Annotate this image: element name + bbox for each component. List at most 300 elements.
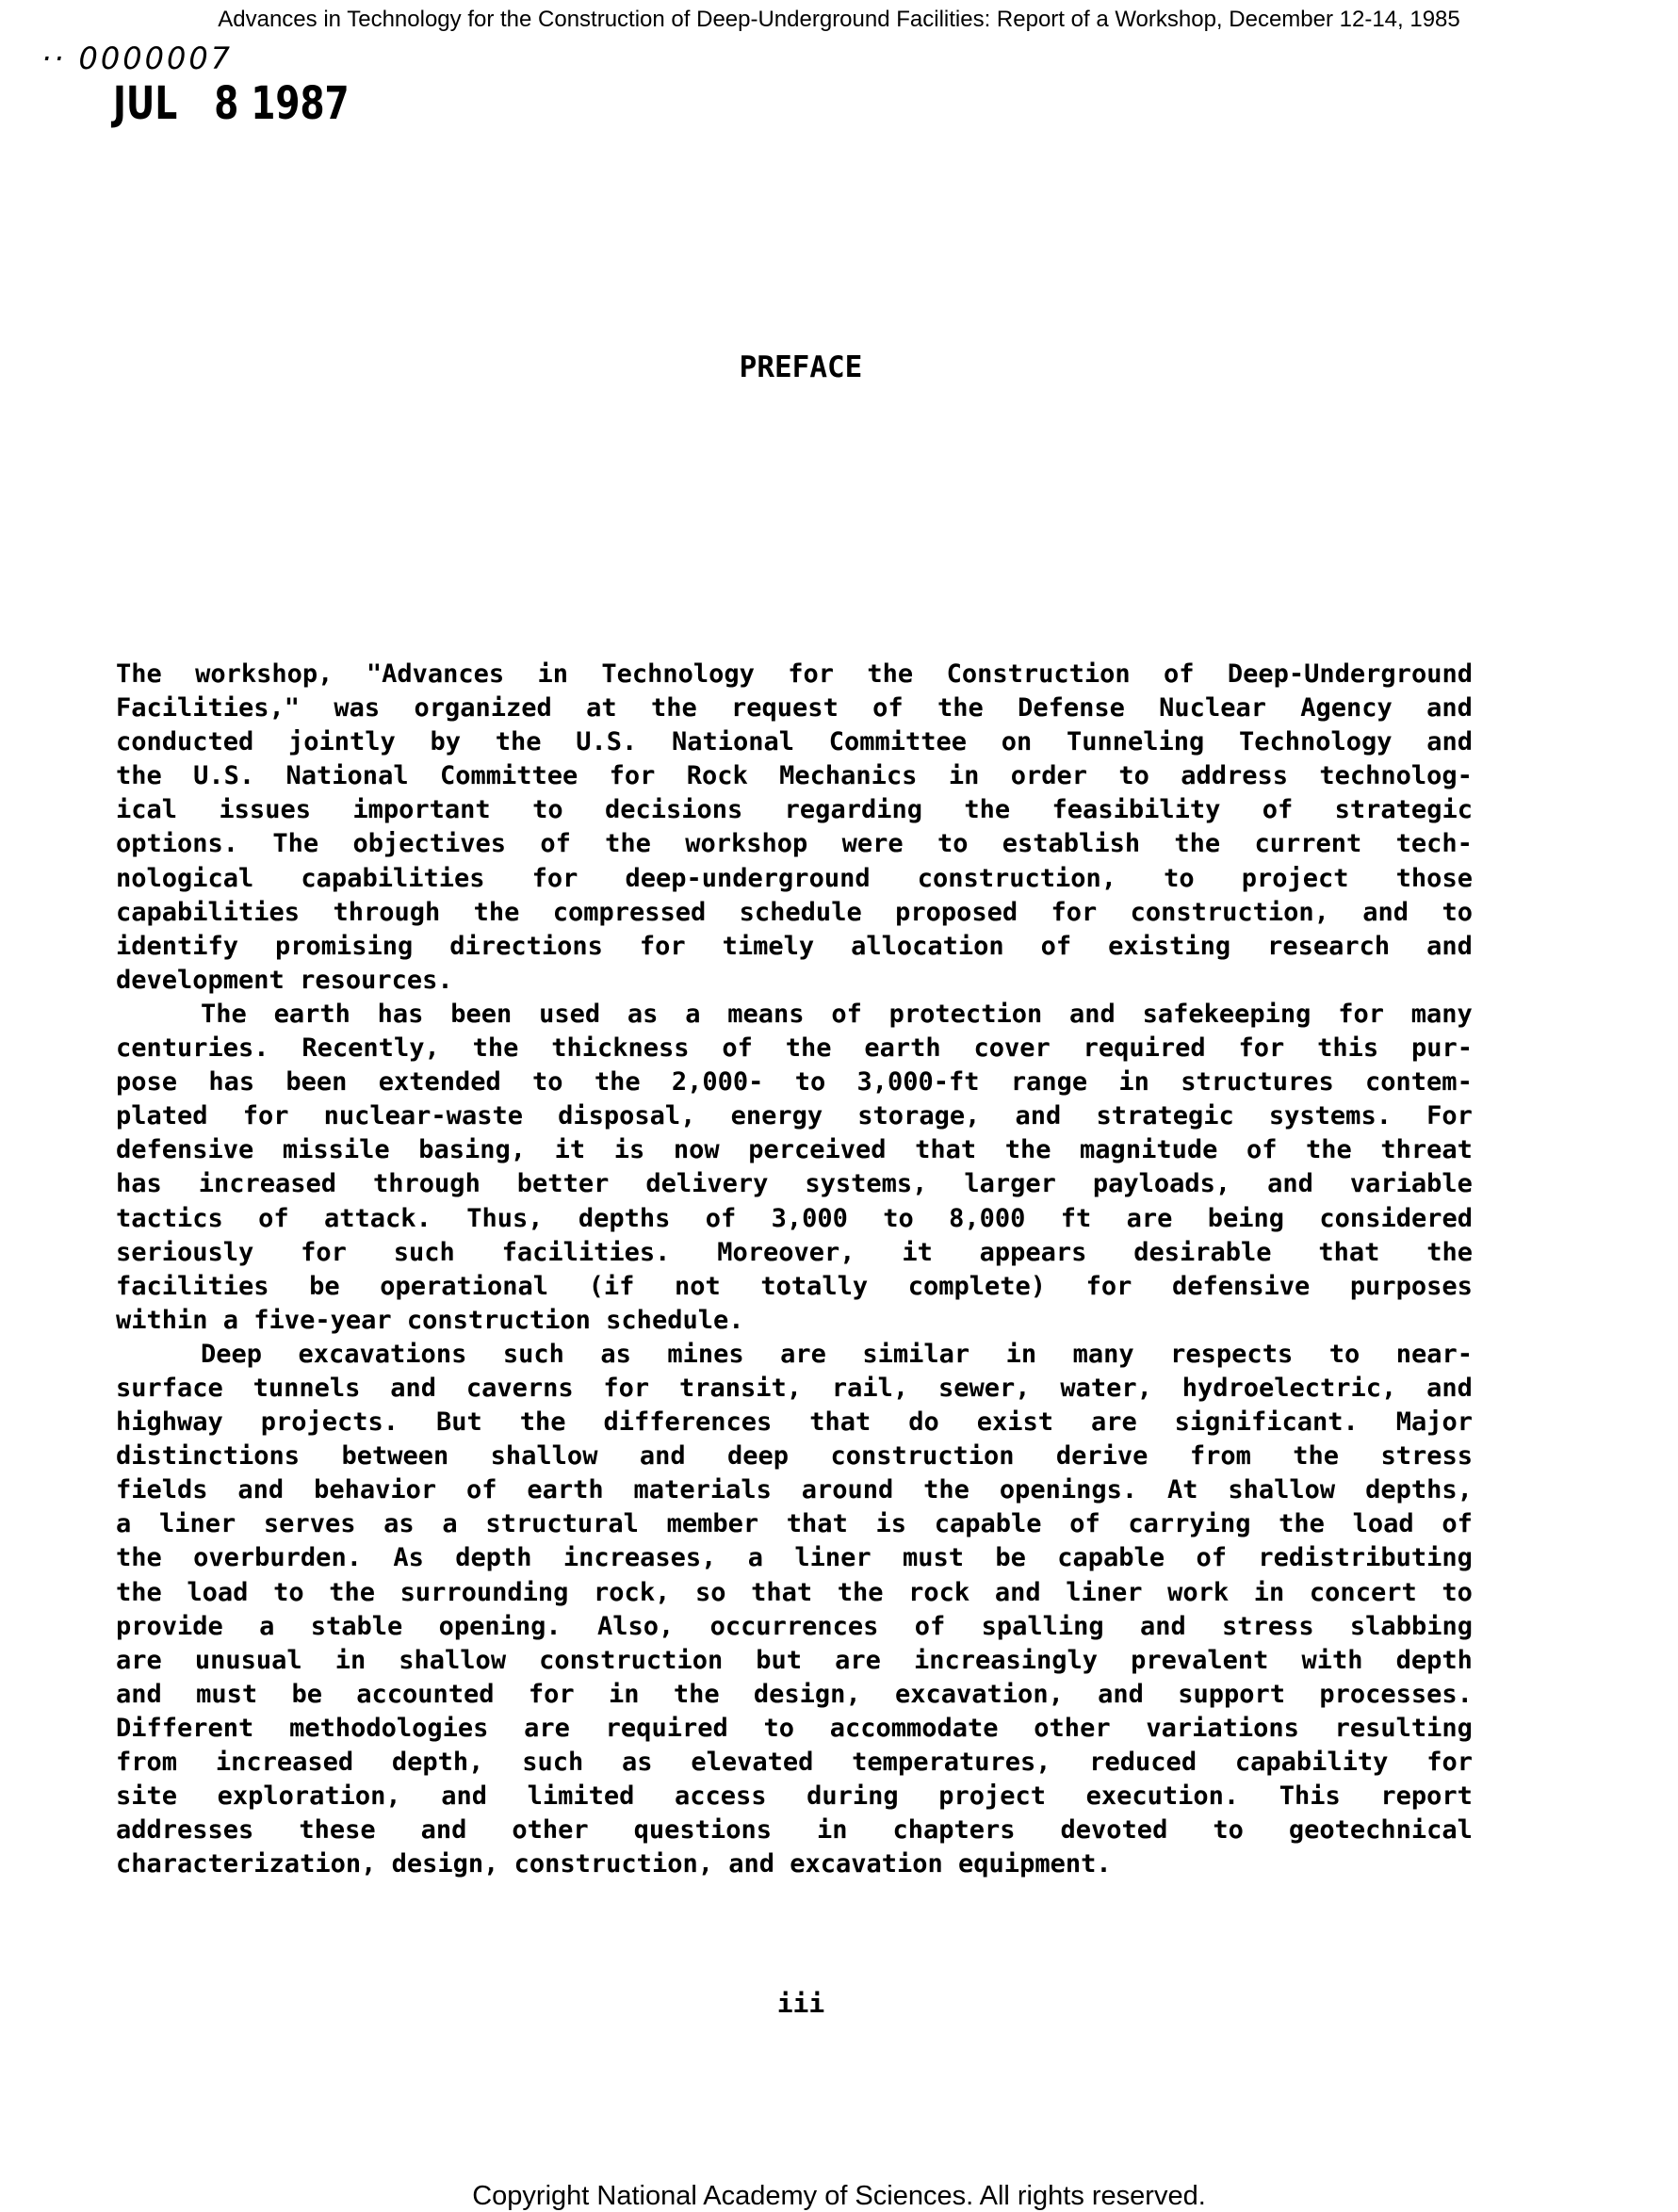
word: compressed xyxy=(552,897,707,927)
word: in xyxy=(948,761,980,791)
word: of xyxy=(1442,1509,1473,1539)
word: in xyxy=(1118,1067,1149,1098)
word: allocation xyxy=(851,931,1004,961)
word: depths, xyxy=(1365,1475,1473,1505)
word: must xyxy=(903,1543,965,1573)
word: the xyxy=(519,1407,566,1438)
word: are xyxy=(1090,1407,1137,1438)
word: systems, xyxy=(805,1169,928,1199)
word: current xyxy=(1254,829,1362,859)
word: strategic xyxy=(1334,795,1473,825)
word: The xyxy=(272,829,319,859)
word: the xyxy=(473,897,520,927)
word: in xyxy=(537,659,568,689)
word: openings. xyxy=(999,1475,1138,1505)
text-line xyxy=(116,658,1473,691)
word: of xyxy=(540,829,571,859)
word: Committee xyxy=(439,761,578,791)
word: order xyxy=(1010,761,1087,791)
word: to xyxy=(1118,761,1149,791)
word: the xyxy=(1306,1135,1352,1165)
word: deep-underground xyxy=(625,863,871,893)
word: for xyxy=(1426,1748,1473,1777)
word: for xyxy=(1085,1271,1132,1301)
word: is xyxy=(613,1135,645,1165)
word: shallow xyxy=(490,1441,598,1472)
word: that xyxy=(915,1135,977,1165)
word: stress xyxy=(1380,1441,1473,1472)
word: and xyxy=(1426,931,1473,961)
word: the xyxy=(937,693,984,724)
word: required xyxy=(1083,1033,1206,1064)
word: earth xyxy=(273,999,350,1029)
word: exploration, xyxy=(217,1781,401,1812)
word: options. xyxy=(116,829,239,859)
copyright-footer: Copyright National Academy of Sciences. All rights reserved. xyxy=(472,2181,1206,2211)
body-text xyxy=(116,658,1473,1881)
word: complete) xyxy=(907,1271,1047,1301)
word: Major xyxy=(1395,1407,1473,1438)
word: identify xyxy=(116,931,239,961)
word: project xyxy=(938,1781,1047,1812)
word: serves xyxy=(263,1509,356,1539)
word: of xyxy=(831,999,862,1029)
word: construction, xyxy=(917,863,1117,893)
word: been xyxy=(450,999,513,1029)
word: to xyxy=(532,795,563,825)
word: decisions xyxy=(604,795,743,825)
word: and xyxy=(390,1373,436,1403)
word: the xyxy=(923,1475,969,1505)
word: capability xyxy=(1234,1748,1389,1777)
word: the xyxy=(1279,1509,1325,1539)
word: disposal, xyxy=(558,1101,696,1131)
word: capable xyxy=(1057,1543,1165,1573)
word: the xyxy=(1004,1135,1051,1165)
text-line xyxy=(116,1133,1473,1167)
word: stable xyxy=(310,1611,403,1641)
word: in xyxy=(816,1815,848,1846)
word: Technology xyxy=(1238,727,1393,757)
word: around xyxy=(801,1475,894,1505)
word: depths xyxy=(578,1203,671,1233)
word: for xyxy=(609,761,656,791)
word: are xyxy=(524,1713,570,1743)
word: 2,000- xyxy=(671,1067,764,1098)
word: considered xyxy=(1319,1203,1473,1233)
word: Different xyxy=(116,1713,254,1743)
word: and xyxy=(441,1781,488,1812)
word: from xyxy=(116,1748,178,1777)
word: to xyxy=(794,1067,826,1098)
word: of xyxy=(1040,931,1072,961)
word: Defense xyxy=(1018,693,1125,724)
word: technolog- xyxy=(1319,761,1473,791)
word: Facilities," xyxy=(116,693,301,724)
word: and xyxy=(1015,1101,1062,1131)
word: seriously xyxy=(116,1237,254,1267)
text-line xyxy=(116,1473,1473,1507)
word: such xyxy=(502,1339,564,1369)
word: design, xyxy=(753,1679,861,1709)
word: rock xyxy=(908,1577,970,1607)
word: it xyxy=(554,1135,586,1165)
word: in xyxy=(334,1645,367,1675)
word: Technology xyxy=(601,659,755,689)
word: caverns xyxy=(465,1373,574,1403)
word: to xyxy=(1442,897,1473,927)
word: protection xyxy=(888,999,1043,1029)
word: load xyxy=(187,1577,249,1607)
word: delivery xyxy=(645,1169,769,1199)
word: Deep xyxy=(201,1339,263,1369)
word: issues xyxy=(219,795,311,825)
word: the xyxy=(867,659,914,689)
text-line xyxy=(116,1541,1473,1575)
word: materials xyxy=(633,1475,772,1505)
word: organized xyxy=(414,693,552,724)
text-line xyxy=(116,1099,1473,1133)
word: and xyxy=(1069,999,1116,1029)
word: existing xyxy=(1108,931,1231,961)
text-line xyxy=(116,1406,1473,1439)
word: significant. xyxy=(1174,1407,1359,1438)
word: as xyxy=(627,999,659,1029)
word: facilities xyxy=(116,1271,269,1301)
word: of xyxy=(914,1611,946,1641)
word: and xyxy=(1426,693,1473,724)
word: used xyxy=(539,999,601,1029)
text-line xyxy=(116,998,1473,1032)
word: with xyxy=(1301,1645,1363,1675)
word: are xyxy=(116,1645,162,1675)
word: pose xyxy=(116,1067,178,1098)
word: depth xyxy=(455,1543,532,1573)
word: has xyxy=(116,1169,162,1199)
word: the xyxy=(964,795,1011,825)
word: surface xyxy=(116,1373,223,1403)
word: surrounding xyxy=(399,1577,569,1607)
word: Agency xyxy=(1300,693,1393,724)
word: report xyxy=(1380,1781,1473,1812)
word: systems. xyxy=(1268,1101,1392,1131)
word: to xyxy=(1213,1815,1244,1846)
word: pur- xyxy=(1410,1033,1473,1064)
word: address xyxy=(1181,761,1288,791)
word: payloads, xyxy=(1092,1169,1231,1199)
word: now xyxy=(673,1135,720,1165)
word: ical xyxy=(116,795,178,825)
word: purposes xyxy=(1349,1271,1473,1301)
word: 8,000 xyxy=(949,1203,1026,1233)
word: and xyxy=(1426,1373,1473,1403)
word: and xyxy=(420,1815,467,1846)
word: many xyxy=(1072,1339,1134,1369)
word: exist xyxy=(976,1407,1053,1438)
word: thickness xyxy=(551,1033,690,1064)
word: structures xyxy=(1181,1067,1334,1098)
text-line xyxy=(116,1507,1473,1541)
word: unusual xyxy=(194,1645,302,1675)
text-line xyxy=(116,1065,1473,1099)
word: be xyxy=(291,1679,322,1709)
word: for xyxy=(301,1237,347,1267)
text-line: within a five-year construction schedule. xyxy=(116,1305,744,1335)
word: a xyxy=(685,999,701,1029)
word: overburden. xyxy=(193,1543,362,1573)
word: centuries. xyxy=(116,1033,269,1064)
word: the xyxy=(650,693,697,724)
word: National xyxy=(671,727,794,757)
word: National xyxy=(285,761,409,791)
word: Construction xyxy=(946,659,1131,689)
word: many xyxy=(1410,999,1473,1029)
word: must xyxy=(196,1679,258,1709)
word: the xyxy=(785,1033,832,1064)
word: ft xyxy=(1060,1203,1092,1233)
word: of xyxy=(1262,795,1294,825)
word: research xyxy=(1267,931,1391,961)
word: the xyxy=(495,727,542,757)
word: geotechnical xyxy=(1288,1815,1473,1846)
word: for xyxy=(1238,1033,1285,1064)
word: earth xyxy=(527,1475,604,1505)
text-line xyxy=(116,1236,1473,1270)
word: for xyxy=(242,1101,289,1131)
word: that xyxy=(809,1407,872,1438)
word: and xyxy=(1267,1169,1313,1199)
word: accommodate xyxy=(829,1713,999,1743)
word: mines xyxy=(667,1339,744,1369)
word: timely xyxy=(722,931,815,961)
word: magnitude xyxy=(1080,1135,1218,1165)
text-line xyxy=(116,793,1473,827)
word: those xyxy=(1395,863,1473,893)
word: As xyxy=(393,1543,424,1573)
word: for xyxy=(788,659,835,689)
word: other xyxy=(512,1815,589,1846)
word: a xyxy=(259,1611,275,1641)
word: redistributing xyxy=(1258,1543,1473,1573)
word: chapters xyxy=(892,1815,1016,1846)
word: Thus, xyxy=(466,1203,544,1233)
word: the xyxy=(116,1577,162,1607)
word: the xyxy=(594,1067,641,1098)
word: through xyxy=(333,897,441,927)
word: regarding xyxy=(784,795,922,825)
word: in xyxy=(1005,1339,1037,1369)
word: shallow xyxy=(1228,1475,1336,1505)
word: distinctions xyxy=(116,1441,301,1472)
word: a xyxy=(442,1509,458,1539)
word: being xyxy=(1207,1203,1285,1233)
word: for xyxy=(1338,999,1384,1029)
word: request xyxy=(731,693,839,724)
word: Committee xyxy=(828,727,968,757)
word: for xyxy=(639,931,686,961)
word: on xyxy=(1001,727,1033,757)
text-line xyxy=(116,1032,1473,1065)
word: addresses xyxy=(116,1815,254,1846)
word: jointly xyxy=(288,727,396,757)
text-line xyxy=(116,1644,1473,1678)
word: in xyxy=(608,1679,640,1709)
word: work xyxy=(1167,1577,1230,1607)
word: transit, xyxy=(679,1373,803,1403)
word: differences xyxy=(603,1407,773,1438)
word: range xyxy=(1010,1067,1088,1098)
word: of xyxy=(722,1033,753,1064)
word: appears xyxy=(979,1237,1087,1267)
running-header: Advances in Technology for the Construction of Deep-Underground Facilities: Report of a Workshop, December 12-14, 1985 xyxy=(218,7,1460,32)
word: basing, xyxy=(418,1135,527,1165)
word: "Advances xyxy=(366,659,505,689)
word: objectives xyxy=(352,829,507,859)
page-number: iii xyxy=(776,1988,825,2019)
word: threat xyxy=(1380,1135,1473,1165)
text-line xyxy=(116,1746,1473,1780)
text-line xyxy=(116,827,1473,861)
word: similar xyxy=(862,1339,970,1369)
word: and xyxy=(1098,1679,1144,1709)
word: of xyxy=(466,1475,497,1505)
word: and xyxy=(237,1475,285,1505)
word: for xyxy=(531,863,578,893)
word: access xyxy=(675,1781,767,1812)
word: increased xyxy=(198,1169,337,1199)
text-line xyxy=(116,1338,1473,1372)
word: extended xyxy=(378,1067,501,1098)
word: rock, xyxy=(594,1577,671,1607)
text-line xyxy=(116,896,1473,930)
text-line xyxy=(116,1439,1473,1473)
word: a xyxy=(116,1509,132,1539)
word: shallow xyxy=(399,1645,507,1675)
word: support xyxy=(1178,1679,1286,1709)
word: the xyxy=(329,1577,375,1607)
word: for xyxy=(603,1373,650,1403)
word: contem- xyxy=(1365,1067,1473,1098)
text-line xyxy=(116,725,1473,759)
word: strategic xyxy=(1096,1101,1234,1131)
stamp-date: JUL 8 1987 xyxy=(113,77,350,130)
word: to xyxy=(273,1577,304,1607)
word: respects xyxy=(1170,1339,1294,1369)
word: carrying xyxy=(1128,1509,1251,1539)
word: promising xyxy=(275,931,414,961)
word: storage, xyxy=(857,1101,981,1131)
word: construction xyxy=(830,1441,1015,1472)
word: projects. xyxy=(260,1407,399,1438)
word: perceived xyxy=(748,1135,887,1165)
word: nuclear-waste xyxy=(323,1101,523,1131)
word: to xyxy=(763,1713,794,1743)
word: concert xyxy=(1309,1577,1417,1607)
word: are xyxy=(780,1339,826,1369)
word: but xyxy=(756,1645,803,1675)
word: and xyxy=(1426,727,1473,757)
word: behavior xyxy=(314,1475,437,1505)
word: fields xyxy=(116,1475,208,1505)
word: has xyxy=(377,999,424,1029)
word: that xyxy=(1318,1237,1380,1267)
word: required xyxy=(605,1713,728,1743)
word: capabilities xyxy=(116,897,301,927)
word: spalling xyxy=(981,1611,1104,1641)
word: do xyxy=(908,1407,939,1438)
text-line xyxy=(116,1202,1473,1236)
text-line xyxy=(116,930,1473,964)
word: such xyxy=(522,1748,584,1777)
word: schedule xyxy=(739,897,862,927)
word: Deep-Underground xyxy=(1227,659,1473,689)
word: is xyxy=(875,1509,907,1539)
word: the xyxy=(472,1033,519,1064)
word: Also, xyxy=(596,1611,675,1641)
word: tech- xyxy=(1395,829,1473,859)
word: variations xyxy=(1146,1713,1299,1743)
word: the xyxy=(1174,829,1221,859)
word: to xyxy=(532,1067,563,1098)
word: workshop xyxy=(685,829,808,859)
word: of xyxy=(258,1203,289,1233)
word: such xyxy=(393,1237,455,1267)
word: depth xyxy=(1395,1645,1473,1675)
word: and xyxy=(1362,897,1409,927)
word: larger xyxy=(964,1169,1056,1199)
word: sewer, xyxy=(937,1373,1031,1403)
word: be xyxy=(995,1543,1026,1573)
word: that xyxy=(751,1577,813,1607)
word: are xyxy=(835,1645,881,1675)
word: to xyxy=(1164,863,1195,893)
word: been xyxy=(285,1067,348,1098)
word: the xyxy=(116,1543,162,1573)
word: feasibility xyxy=(1051,795,1221,825)
word: so xyxy=(694,1577,726,1607)
word: water, xyxy=(1060,1373,1152,1403)
text-line xyxy=(116,691,1473,725)
word: accounted xyxy=(356,1679,495,1709)
word: and xyxy=(1139,1611,1186,1641)
word: derive xyxy=(1055,1441,1149,1472)
word: provide xyxy=(116,1611,223,1641)
word: for xyxy=(528,1679,575,1709)
word: site xyxy=(116,1781,178,1812)
word: Mechanics xyxy=(779,761,918,791)
word: missile xyxy=(282,1135,390,1165)
word: important xyxy=(352,795,491,825)
word: methodologies xyxy=(289,1713,489,1743)
word: depth, xyxy=(391,1748,484,1777)
word: questions xyxy=(633,1815,772,1846)
word: the xyxy=(1293,1441,1340,1472)
word: during xyxy=(806,1781,899,1812)
word: were xyxy=(841,829,904,859)
word: tunnels xyxy=(253,1373,361,1403)
word: Moreover, xyxy=(717,1237,855,1267)
word: the xyxy=(1426,1237,1473,1267)
word: of xyxy=(872,693,904,724)
text-line: characterization, design, construction, and excavation equipment. xyxy=(116,1849,1112,1879)
word: directions xyxy=(449,931,603,961)
word: excavation, xyxy=(895,1679,1064,1709)
word: Tunneling xyxy=(1066,727,1205,757)
word: at xyxy=(586,693,617,724)
word: prevalent xyxy=(1131,1645,1269,1675)
word: This xyxy=(1279,1781,1341,1812)
word: to xyxy=(1328,1339,1360,1369)
